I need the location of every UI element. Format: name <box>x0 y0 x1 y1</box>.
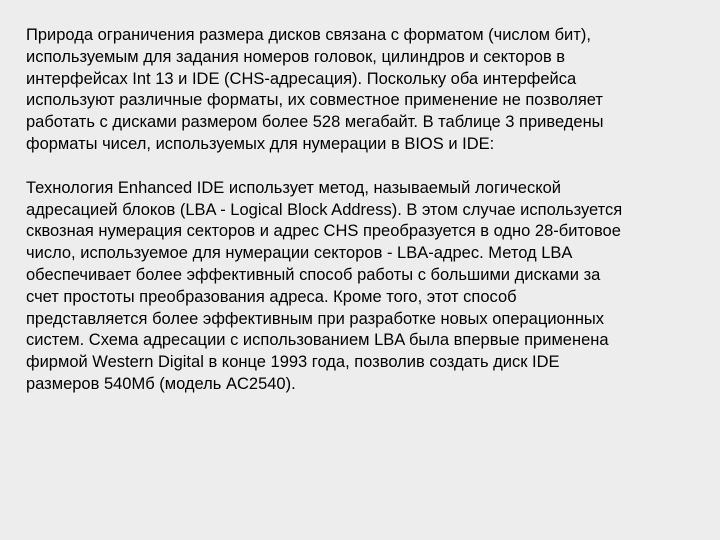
text-line: Природа ограничения размера дисков связана с форматом (числом бит), <box>26 26 591 44</box>
text-line: представляется более эффективным при разработке новых операционных <box>26 309 605 328</box>
text-line: адресацией блоков (LBA - Logical Block Address). В этом случае используется <box>26 200 623 219</box>
paragraph-lba <box>26 178 694 396</box>
text-line: работать с дисками размером более 528 мегабайт. В таблице 3 приведены <box>26 113 604 132</box>
text-line: используют различные форматы, их совместное применение не позволяет <box>26 91 603 110</box>
text-line: число, используемое для нумерации секторов - LBA-адрес. Метод LBA <box>26 244 573 263</box>
text-line: обеспечивает более эффективный способ работы с большими дисками за <box>26 265 601 284</box>
paragraph-spacer <box>26 156 694 178</box>
text-line: фирмой Western Digital в конце 1993 года, позволив создать диск IDE <box>26 353 560 372</box>
text-line: форматы чисел, используемых для нумерации в BIOS и IDE: <box>26 134 495 153</box>
text-line: сквозная нумерация секторов и адрес CHS преобразуется в одно 28-битовое <box>26 222 621 241</box>
text-line: счет простоты преобразования адреса. Кроме того, этот способ <box>26 287 517 306</box>
text-line: используемым для задания номеров головок, цилиндров и секторов в <box>26 47 566 66</box>
text-line: систем. Схема адресации с использованием LBA была впервые применена <box>26 331 609 350</box>
text-line: Технология Enhanced IDE использует метод, называемый логической <box>26 178 561 197</box>
paragraph-size-limits <box>26 25 694 156</box>
text-line: интерфейсах Int 13 и IDE (CHS-адресация). Поскольку оба интерфейса <box>26 69 577 88</box>
text-line: размеров 540Мб (модель AC2540). <box>26 374 296 393</box>
